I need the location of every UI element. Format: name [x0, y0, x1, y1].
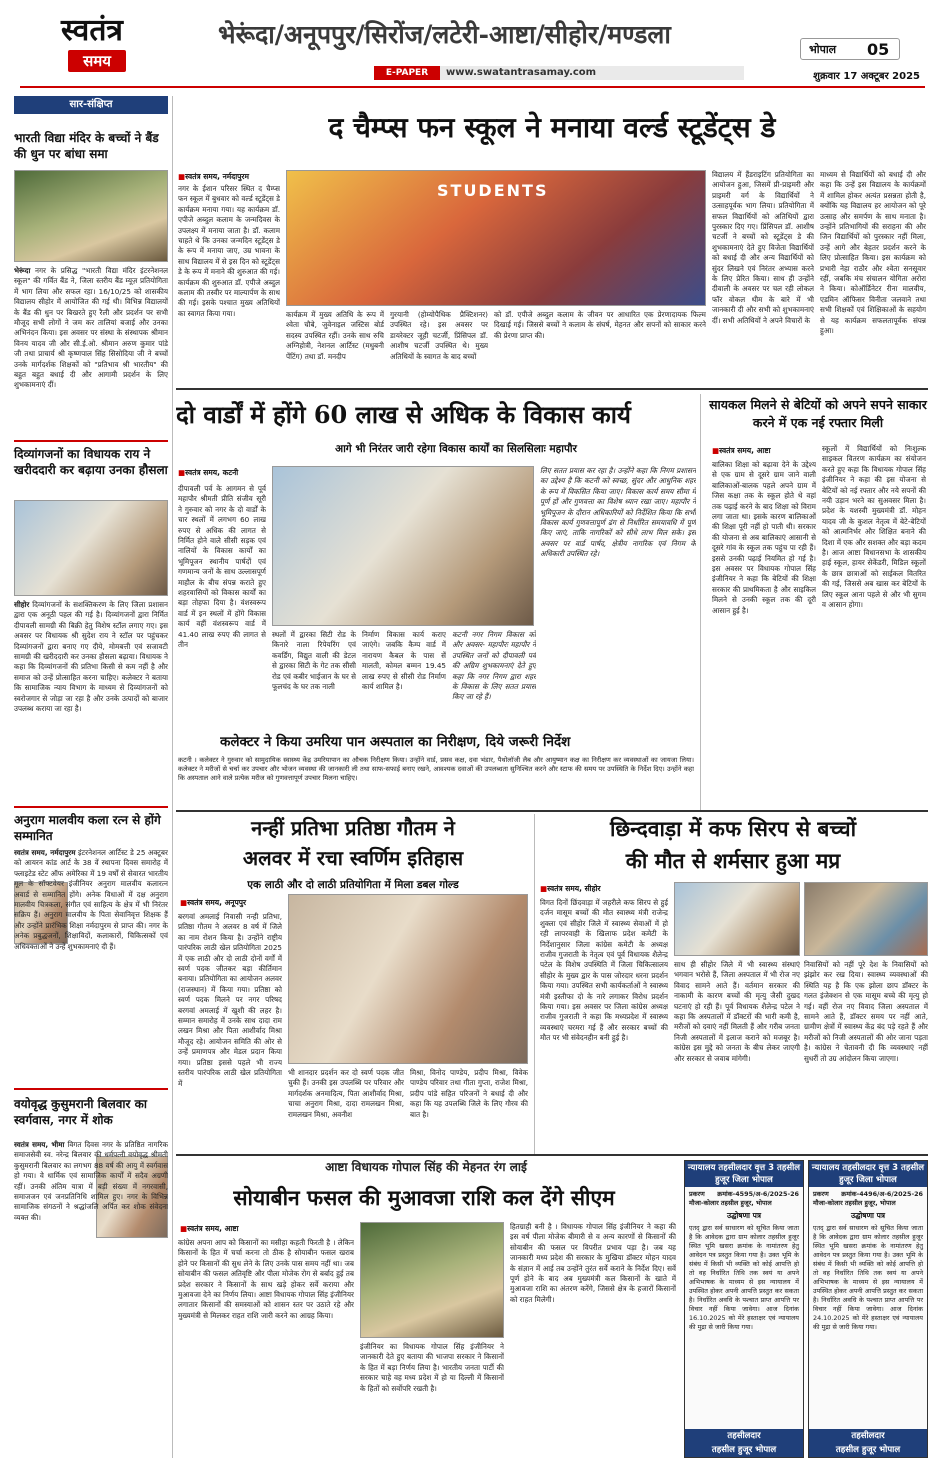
- sidebar-story2-place: सीहोर: [14, 600, 30, 609]
- sidebar-story1-title[interactable]: भारती विद्या मंदिर के बच्चों ने बैंड की धुन पर बांधा समा: [14, 131, 159, 161]
- story2-caption: कटनी नगर निगम विकास को और अवसर- महापौरः महापौर ने उपस्थित जनों को दीपावली पर्व की अग्रिम शुभकामनाएं देते हुए कहा कि नगर निगम द्वारा शहर के विकास के लिए सतत प्रयास किए जा रहे हैं।: [452, 630, 536, 702]
- sidebar-story3-place: स्वतंत्र समय, नर्मदापुरम: [14, 848, 76, 857]
- sidebar-divider-2: [14, 806, 168, 808]
- masthead-rule: [20, 86, 925, 88]
- sidebar-story4-place: स्वतंत्र समय, भीमा: [14, 1140, 65, 1149]
- sidebar-divider: [14, 440, 168, 442]
- lower-rule: [176, 1154, 928, 1156]
- top-story-col1: नगर के ईशान परिसर स्थित द चैम्प्स फन स्कूल में बुधवार को वर्ल्ड स्टूडेंट्स डे कार्यक्रम मनाया गया। यह कार्यक्रम डॉ. एपीजे अब्दुल कलाम के जन्मदिवस के उपलक्ष्य में मनाया जाता है। डॉ. कलाम चाहते थे कि उनका जन्मदिन स्टूडेंट्स डे के रूप में मनाया जाए, उम्र भावना के साथ विद्यालय में से इस दिन को स्टूडेंट्स डे के रूप में मनाने की शुरुआत की गई। कार्यक्रम की शुरुआत डॉ. एपीजे अब्दुल कलाम की तस्वीर पर माल्यार्पण के साथ की गई। इसके पश्चात मुख्य अतिथियों का स्वागत किया गया।: [178, 184, 280, 318]
- cycle-col1: बालिका शिक्षा को बढ़ावा देने के उद्देश्य से एक ग्राम से दूसरे ग्राम जाने वाली बालिकाओं-बालक पहले अपने ग्राम में जिस कक्षा तक के स्कूल होते थे वहां तक पढ़ाई करने के बाद शिक्षा को विराम लगा जाता था। इसके कारण बालिकाओं की शिक्षा पूरी नहीं हो पाती थी। सरकार की योजना से अब बालिकाएं आसानी से दूसरे गांव के स्कूल तक पहुंच पा रही हैं। इससे उनकी पढ़ाई नियमित हो गई है। इस अवसर पर विधायक गोपाल सिंह इंजीनियर ने कहा कि बेटियों की शिक्षा सरकार की प्राथमिकता है और साइकिल मिलने से उनकी स्कूल तक की दूरी आसान हुई है।: [712, 460, 816, 615]
- gautam-kicker: एक लाठी और दो लाठी प्रतियोगिता में मिला डबल गोल्ड: [247, 879, 459, 891]
- top-story-col6: माध्यम से विद्यार्थियों को बधाई दी और कहा कि उन्हें इस विद्यालय के कार्यक्रमों में शामिल होकर अत्यंत प्रसन्नता होती है, क्योंकि यह विद्यालय हर आयोजन को पूरे उत्साह और समर्पण के साथ मनाता है। उन्होंने प्रतिभागियों की सराहना की और जिन विद्यार्थियों को पुरस्कार नहीं मिला, उन्हें आगे और बेहतर प्रदर्शन करने के लिए प्रोत्साहित किया। इस कार्यक्रम को प्रभारी नेहा राठौर और श्वेता सनसूवार रहीं, जबकि मंच संचालन योगिता अरोरा ने किया। कोऑर्डिनेटर रीना मालवीय, एडमिन ऑफिसर विनीता जलवाने तथा सभी शिक्षकों एवं शिक्षिकाओं के सहयोग से यह कार्यक्रम सफलतापूर्वक संपन्न हुआ।: [820, 170, 926, 336]
- notice1-title: उद्घोषणा पत्र: [727, 1211, 761, 1220]
- soybean-headline[interactable]: सोयाबीन फसल की मुआवजा राशि कल देंगे सीएम: [233, 1185, 615, 1210]
- top-story-col2: कार्यक्रम में मुख्य अतिथि के रूप में श्वेता चौबे, जुवेनाइल जस्टिस बोर्ड सदस्य उपस्थित रहीं। उनके साथ रुचि अग्निहोत्री, नेशनल आर्टिस्ट (मधुबनी पेंटिंग) तथा डॉ. मनदीप: [286, 310, 384, 361]
- issue-date: शुक्रवार 17 अक्टूबर 2025: [813, 71, 920, 82]
- edition-cities: भेरूंदा/अनूपपुर/सिरोंज/लटेरी-आष्टा/सीहोर/मण्डला: [218, 20, 671, 49]
- sidebar-story1-place: भेरूंदा: [14, 266, 31, 275]
- logo-top: स्वतंत्र: [60, 13, 123, 48]
- sidebar-story3-title[interactable]: अनुराग मालवीय कला रत्न से होंगे सम्मानित: [14, 813, 161, 843]
- logo-bottom: समय: [68, 50, 126, 72]
- epaper-strip: [374, 66, 744, 80]
- soybean-col3: हितग्राही बनी है । विधायक गोपाल सिंह इंजीनियर ने कहा की इस वर्ष पीला मोजेक बीमारी से व अन्य कारणों से किसानों की सोयाबीन की फसल पर विपरीत प्रभाव पड़ा है। जब यह जानकारी मध्य प्रदेश की सरकार के मुखिया डॉक्टर मोहन यादव के संज्ञान में आई तब उन्होंने तुरंत सर्वे कराने के निर्देश दिए। सर्वे पूर्ण होने के बाद अब मुख्यमंत्री कल किसानों के खाते में मुआवजा राशि का अंतरण करेंगे, जिससे क्षेत्र के हजारों किसानों को राहत मिलेगी।: [510, 1222, 676, 1304]
- sidebar-story2-title[interactable]: दिव्यांगजनों का विधायक राय ने खरीददारी कर बढ़ाया उनका हौसला: [14, 447, 168, 477]
- band-photo: [14, 170, 168, 262]
- sidebar: [14, 96, 168, 1458]
- cough-photo-1: [674, 882, 800, 956]
- story2-col4: लिए सतत प्रयास कर रहा है। उन्होंने कहा कि निगम प्रशासन का उद्देश्य है कि कटनी को स्वच्छ, सुंदर और आधुनिक शहर के रूप में विकसित किया जाए। विकास कार्य समय सीमा में पूर्ण हों और गुणवत्ता का विशेष ध्यान रखा जाए। महापौर ने भूमिपूजन के दौरान अधिकारियों को निर्देशित किया कि सभी विकास कार्य गुणवत्तापूर्ण ढंग से निर्धारित समयावधि में पूर्ण किए जाएं, ताकि नागरिकों को सीधे लाभ मिल सके। इस अवसर पर वार्ड पार्षद, क्षेत्रीय नागरिक एवं निगम के अधिकारी उपस्थित रहे।: [540, 466, 696, 559]
- gautam-col3: मिश्रा, विनोद पाण्डेय, प्रदीप मिश्रा, विवेक पाण्डेय परिवार तथा गीता गुप्ता, राजेश मिश्रा, प्रदीप पांडे सहित परिजनों ने बधाई दी और कहा कि यह उपलब्धि जिले के लिए गौरव की बात है।: [410, 1068, 528, 1119]
- sidebar-story4-title[interactable]: वयोवृद्ध कुसुमरानी बिलवार का स्वर्गवास, नगर में शोक: [14, 1097, 147, 1127]
- notice1-ref: प्रकरण क्रमांक-4595/अ-6/2025-26 मौजा-कोलार तहसील हुजूर, भोपाल: [689, 1190, 799, 1207]
- epaper-label: E-PAPER: [374, 66, 440, 80]
- city-label: भोपाल: [809, 43, 837, 56]
- soybean-col1: कांग्रेस अपना आप को किसानों का मसीहा कहती फिरती है । लेकिन किसानों के हित में चर्चा करना तो ठीक है सोयाबीन फसल खराब होने पर किसानों की सुध लेने के लिए उनके पास समय नहीं था। जब सोयाबीन की फसल अतिवृष्टि और पीला मोजेक रोग से बर्बाद हुई तब प्रदेश सरकार ने किसानों के साथ खड़े होकर सर्वे कराया और मुआवजा देने का निर्णय लिया। आष्टा विधायक गोपाल सिंह इंजीनियर लगातार किसानों की समस्याओं को शासन स्तर पर उठाते रहे और मुख्यमंत्री से मिलकर राहत राशि जारी करने का आग्रह किया।: [178, 1238, 354, 1320]
- notice2-sign-2: तहसील हुजूर भोपाल: [809, 1443, 927, 1457]
- story2-byline: ■ स्वतंत्र समय, कटनी: [178, 468, 288, 478]
- notice2-title: उद्घोषणा पत्र: [851, 1211, 885, 1220]
- legal-notice-1: [684, 1160, 804, 1458]
- notice1-sign-1: तहसीलदार: [685, 1429, 803, 1443]
- soybean-photo: [360, 1222, 504, 1338]
- story2-col2: स्थलों में द्वारका सिटी रोड के किनारे नाला रिपेयरिंग एवं कवर्डिंग, विद्युत वाली की डेटल से द्वारका सिटी के गेट तक सीसी रोड एवं कबीर भाईजान के घर से फूलचंद के घर तक नाली: [272, 630, 356, 692]
- soybean-kicker: आष्टा विधायक गोपाल सिंह की मेहनत रंग लाई: [325, 1160, 527, 1174]
- sidebar-story1-text: नगर के प्रसिद्ध "भारती विद्या मंदिर इंटरनेशनल स्कूल" की गर्वित बैंड ने, जिला स्तरीय बैंड म्यूज़ प्रतियोगिता में भाग लिया और सफल रहा। 16/10/25 को शासकीय विद्यालय सीहोर में आयोजित की गई थी। विभिन्न विद्यालयों के बैंड की धुन पर बिखरते हुए रैली और प्रदर्शन पर सभी मौजूद सभी लोगों ने जम कर तालियां बजाई और उनका अभिनंदन किया। इस अवसर पर संस्था के संस्थापक श्रीमान विनय यादव जी और सी.ई.ओ. श्रीमान अरुण कुमार पांडे जी तथा प्राचार्य श्री कृष्णपाल सिंह सिसोदिया जी ने बच्चों उनके मार्गदर्शक शिक्षकों को "प्रतिभाव श्री भारतीय" की बहुत बहुत बधाई दी और आगामी प्रदर्शन के लिए शुभकामनाएं दीं।: [14, 266, 168, 390]
- top-story-photo: [286, 170, 706, 306]
- sidebar-tag: सार-संक्षिप्त: [14, 96, 168, 114]
- notice1-court: न्यायालय तहसीलदार वृत्त 3 तहसील हुजूर जिला भोपाल: [685, 1161, 803, 1187]
- cough-headline-2[interactable]: की मौत से शर्मसार हुआ मप्र: [625, 848, 841, 873]
- sidebar-divider-3: [14, 1088, 168, 1090]
- notice1-sign-2: तहसील हुजूर भोपाल: [685, 1443, 803, 1457]
- sidebar-story4-body: [14, 1140, 168, 1458]
- story2-kicker: आगे भी निरंतर जारी रहेगा विकास कार्यों का सिलसिलाः महापौर: [335, 443, 577, 455]
- top-story-col3: गुरयानी (होम्योपैथिक प्रैक्टिशनर) उपस्थित रहे। इस अवसर पर डायरेक्टर जूही चटर्जी, प्रिंसिपल डॉ. आशीष चटर्जी उपस्थित थे। मुख्य अतिथियों के स्वागत के बाद बच्चों: [390, 310, 488, 361]
- notice2-body: एतद् द्वारा सर्व साधारण को सूचित किया जाता है कि आवेदक द्वारा ग्राम कोलार तहसील हुजूर स्थित भूमि खसरा क्रमांक के नामांतरण हेतु आवेदन पत्र प्रस्तुत किया गया है। उक्त भूमि के संबंध में किसी भी व्यक्ति को कोई आपत्ति हो तो वह निर्धारित तिथि तक स्वयं या अपने अभिभाषक के माध्यम से इस न्यायालय में उपस्थित होकर अपनी आपत्ति प्रस्तुत कर सकता है। निर्धारित अवधि के पश्चात प्राप्त आपत्ति पर विचार नहीं किया जावेगा। आज दिनांक 24.10.2025 को मेरे हस्ताक्षर एवं न्यायालय की मुद्रा से जारी किया गया।: [813, 1224, 923, 1331]
- students-banner: STUDENTS: [437, 181, 549, 200]
- story2-col3: निर्माण विकास कार्य कराए जाएंगे। जबकि कैम्प वार्ड में नारायण कैबल के पास सें मालती, कोमल बम्मन 19.45 लाख रुपए से सीसी रोड निर्माण कार्य शामिल है।: [362, 630, 446, 692]
- rural-headline[interactable]: कलेक्टर ने किया उमरिया पान अस्पताल का निरीक्षण, दिये जरूरी निर्देश: [220, 734, 571, 750]
- rural-body: कटनी । कलेक्टर ने गुरुवार को सामुदायिक स्वास्थ्य केंद्र उमरियापान का औचक निरीक्षण किया। उन्होंने वार्ड, प्रसव कक्ष, दवा भंडार, पैथोलॉजी लैब और आयुष्मान कक्ष का निरीक्षण कर व्यवस्थाओं का जायजा लिया। कलेक्टर ने मरीजों से चर्चा कर उपचार और भोजन व्यवस्था की जानकारी ली तथा साफ-सफाई बनाए रखने, आवश्यक दवाओं की उपलब्धता सुनिश्चित करने और स्टाफ की समय पर उपस्थिति के निर्देश दिए। उन्होंने कहा कि अस्पताल आने वाले प्रत्येक मरीज को गुणवत्तापूर्ण उपचार मिलना चाहिए।: [178, 756, 694, 782]
- notice1-body: एतद् द्वारा सर्व साधारण को सूचित किया जाता है कि आवेदक द्वारा ग्राम कोलार तहसील हुजूर स्थित भूमि खसरा क्रमांक के नामांतरण हेतु आवेदन पत्र प्रस्तुत किया गया है। उक्त भूमि के संबंध में किसी भी व्यक्ति को कोई आपत्ति हो तो वह निर्धारित तिथि तक स्वयं या अपने अभिभाषक के माध्यम से इस न्यायालय में उपस्थित होकर अपनी आपत्ति प्रस्तुत कर सकता है। निर्धारित अवधि के पश्चात प्राप्त आपत्ति पर विचार नहीं किया जावेगा। आज दिनांक 16.10.2025 को मेरे हस्ताक्षर एवं न्यायालय की मुद्रा से जारी किया गया।: [689, 1224, 799, 1331]
- gautam-col2: भी शानदार प्रदर्शन कर दो स्वर्ण पदक जीत चुकी हैं। उनकी इस उपलब्धि पर परिवार और मार्गदर्शक अनमादित्य, पिता आशीर्वाद मिश्रा, चाचा अनुराग मिश्रा, दादा रामलखन मिश्रा, रामलखन मिश्रा, अवनीश: [288, 1068, 404, 1119]
- soybean-col2: इंजीनियर का विधायक गोपाल सिंह इंजीनियर ने जानकारी देते हुए बताया की भाजपा सरकार ने किसानों के हित में बड़ा निर्णय लिया है। भारतीय जनता पार्टी की सरकार चाहे वह मध्य प्रदेश में हो या दिल्ली में किसानों के हितों को सर्वोपरि रखती है।: [360, 1342, 504, 1393]
- sidebar-story2-text: दिव्यांगजनों के सशक्तिकरण के लिए जिला प्रशासन द्वारा एक अनूठी पहल की गई है। दिव्यांगजनों द्वारा निर्मित दीपावली सामग्री की बिक्री हेतु विशेष स्टॉल लगाए गए। इस अवसर पर विधायक श्री सुदेश राय ने स्टॉल पर पहुंचकर दिव्यांगजनों द्वारा बनाए गए दीये, मोमबत्ती एवं सजावटी सामग्री की खरीददारी कर उनका हौसला बढ़ाया। विधायक ने कहा कि दिव्यांगजनों की प्रतिभा किसी से कम नहीं है और समाज को उन्हें प्रोत्साहित करना चाहिए। कलेक्टर ने बताया कि सामाजिक न्याय विभाग के माध्यम से दिव्यांगजनों को स्वरोजगार से जोड़ा जा रहा है और उनके उत्पादों को बाजार उपलब्ध कराया जा रहा है।: [14, 600, 168, 714]
- top-story-headline[interactable]: द चैम्प्स फन स्कूल ने मनाया वर्ल्ड स्टूडेंट्स डे: [328, 111, 776, 144]
- cough-photo-2: [804, 882, 928, 956]
- soybean-byline: ■ स्वतंत्र समय, आष्टा: [180, 1224, 290, 1234]
- cough-byline: ■ स्वतंत्र समय, सीहोर: [540, 884, 660, 894]
- gautam-byline: ■ स्वतंत्र समय, अनूपपुर: [180, 898, 300, 908]
- top-story-col4: को डॉ. एपीजे अब्दुल कलाम के जीवन पर आधारित एक प्रेरणादायक फिल्म दिखाई गई। जिससे बच्चों ने कलाम के संघर्ष, मेहनत और सपनों को साकार करने की प्रेरणा प्राप्त की।: [494, 310, 706, 340]
- cycle-col2: स्कूलों में विद्यार्थियों को निःशुल्क साइकल वितरण कार्यक्रम का संयोजन करते हुए कहा कि विधायक गोपाल सिंह इंजीनियर ने कहा की इस योजना से बेटियों को नई रफ्तार और नये सपनों की नयी उड़ान भरने का सुअवसर मिला है। प्रदेश के यशस्वी मुख्यमंत्री डॉ. मोहन यादव जी के कुशल नेतृत्व में बेटे-बेटियों को आत्मनिर्भर और शिक्षित बनाने की दिशा में एक और सशक्त और बड़ा कदम है। आज आष्टा विधानसभा के शासकीय हाई स्कूल, हायर सेकेंडरी, मिडिल स्कूलों के छात्र छात्राओं को साईकल वितरित की गई, जिससे अब खास कर बेटियों के लिए स्कूल आना पहले से और भी सुगम व आसान होगा।: [822, 444, 926, 610]
- notice2-ref: प्रकरण क्रमांक-4496/अ-6/2025-26 मौजा-कोलार तहसील हुजूर, भोपाल: [813, 1190, 923, 1207]
- story2-headline[interactable]: दो वार्डों में होंगे 60 लाख से अधिक के विकास कार्य: [176, 400, 631, 429]
- gautam-col1: बरगवां अमलाई निवासी नन्ही प्रतिभा, प्रतिष्ठा गौतम ने अलवर 8 वर्ष में जिले का नाम रोशन किया है। उन्होंने राष्ट्रीय पारंपरिक लाठी खेल प्रतियोगिता 2025 में एक लाठी और दो लाठी दोनों वर्गों में स्वर्ण पदक जीतकर बड़ा कीर्तिमान बनाया। प्रतियोगिता का आयोजन अलवर (राजस्थान) में किया गया। प्रतिष्ठा को स्वर्ण पदक मिलने पर नगर परिषद बरगवां अमलाई में खुशी की लहर है। सम्मान समारोह में उनके साथ दादा राम लखन मिश्रा और पिता आशीर्वाद मिश्रा मौजूद रहे। आयोजन समिति की ओर से उन्हें प्रमाणपत्र और मेडल प्रदान किया गया। प्रतिष्ठा इससे पहले भी राज्य स्तरीय पारंपरिक लाठी खेल प्रतियोगिता में: [178, 912, 282, 1088]
- page-box: [800, 38, 900, 60]
- logo[interactable]: [28, 14, 156, 76]
- gautam-headline-2[interactable]: अलवर में रचा स्वर्णिम इतिहास: [242, 846, 464, 870]
- story2-rule: [700, 394, 701, 810]
- divyang-photo: [14, 500, 168, 596]
- legal-notice-2: [808, 1160, 928, 1458]
- top-story-col5: विद्यालय में हैंडराइटिंग प्रतियोगिता का आयोजन हुआ, जिसमें प्री-प्राइमरी और प्राइमरी वर्ग के विद्यार्थियों ने उत्साहपूर्वक भाग लिया। प्रतियोगिता में सफल विद्यार्थियों को अतिथियों द्वारा पुरस्कार दिए गए। प्रिंसिपल डॉ. आशीष चटर्जी ने बच्चों को स्टूडेंट्स डे की शुभकामनाएं देते हुए विजेता विद्यार्थियों को बधाई दी और अन्य विद्यार्थियों को सुंदर लिखने एवं निरंतर अभ्यास करने के लिए प्रेरित किया। साथ ही उन्होंने दीवाली के अवसर पर चल रही लोकल फॉर वोकल थीम के बारे में भी जानकारी दी और सभी को शुभकामनाएं दीं। सभी अतिथियों ने अपने विचारों के: [712, 170, 814, 325]
- masthead: [0, 0, 945, 92]
- cough-col2: साथ ही सीहोर जिले में भी स्वास्थ्य संस्थाएं भगवान भरोसे हैं, जिला अस्पताल में भी रोज नए विवाद सामने आते हैं। वर्तमान सरकार की नाकामी के कारण बच्चों की मृत्यु जैसी दुखद घटनाएं हो रही हैं। पूर्व विधायक शैलेन्द्र पटेल ने कहा कि अस्पतालों में डॉक्टरों की भारी कमी है, मरीजों को दवाएं नहीं मिलती हैं और गरीब जनता निजी अस्पतालों में इलाज कराने को मजबूर है। कांग्रेस इस मुद्दे को जनता के बीच लेकर जाएगी और सरकार से जवाब मांगेगी।: [674, 960, 800, 1063]
- cycle-byline: ■ स्वतंत्र समय, आष्टा: [712, 446, 812, 456]
- notice2-sign-1: तहसीलदार: [809, 1429, 927, 1443]
- top-story-rule: [176, 388, 928, 390]
- cough-col3: निवासियों को नहीं पूरे देश के निवासियों को झंझोर कर रख दिया। स्वास्थ्य व्यवस्थाओं की स्थिति यह है कि एक झोला छाप डॉक्टर के गलत इंजेक्शन से एक मासूम बच्चे की मृत्यु हो गई। वहीं रोज नए विवाद जिला अस्पताल में सामने आते हैं, डॉक्टर समय पर नहीं आते, ग्रामीण क्षेत्रों में स्वास्थ्य केंद्र बंद पड़े रहते हैं और मरीजों को निजी अस्पतालों की ओर जाना पड़ता है। कांग्रेस ने चेतावनी दी कि व्यवस्थाएं नहीं सुधरीं तो उग्र आंदोलन किया जाएगा।: [804, 960, 928, 1063]
- page-number: 05: [867, 40, 890, 59]
- website-link[interactable]: www.swatantrasamay.com: [446, 67, 597, 78]
- sidebar-story4-text: विगत दिवस नगर के प्रतिष्ठित नागरिक समाजसेवी स्व. नरेन्द्र बिलवार की धर्मपत्नी वयोवृद्ध श्रीमती कुसुमरानी बिलवार का लगभग 88 वर्ष की आयु में स्वर्गवास हो गया। वे धार्मिक एवं सामाजिक कार्यों में सदैव अग्रणी रहीं। उनकी अंतिम यात्रा में बड़ी संख्या में नगरवासी, समाजजन एवं जनप्रतिनिधि शामिल हुए। नगर के विभिन्न सामाजिक संगठनों ने श्रद्धांजलि अर्पित कर शोक संवेदना व्यक्त की।: [14, 1140, 168, 1222]
- mid-rule: [176, 810, 928, 812]
- story2-col1: दीपावली पर्व के आगमन से पूर्व महापौर श्रीमती प्रीति संजीव सूरी ने गुरुवार को नगर के दो वार्डों के चार स्थलों में लगभग 60 लाख रुपए से अधिक की लागत से निर्मित होने वाले सीसी सड़क एवं नालियों के विकास कार्यों का भूमिपूजन स्थानीय पार्षदों एवं गणमान्य जनों के साथ उल्लासपूर्ण माहौल के बीच संपन्न कराते हुए शहरवासियों को विकास कार्यों का बड़ा तोहफा दिया है। वंशस्वरूप वार्ड में इन स्थलों में होंगे विकास कार्य वहीं वंशस्वरूप वार्ड में 41.40 लाख रुपए की लागत से तीन: [178, 484, 266, 650]
- cough-col1: विगत दिनों छिंदवाड़ा में जहरीले कफ सिरप से हुई दर्जन मासूम बच्चों की मौत स्वास्थ्य मंत्री राजेन्द्र शुक्ला एवं सीहोर जिले में स्वास्थ्य सेवाओं में हो रही लापरवाही के खिलाफ प्रदेश कमेटी के निर्देशानुसार जिला कांग्रेस कमेटी के अध्यक्ष राजीव गुजराती के नेतृत्व एवं पूर्व विधायक शैलेन्द्र पटेल के विशेष उपस्थिति में जिला चिकित्सालय सीहोर के मुख्य द्वार के पास जोरदार धरना प्रदर्शन किया गया। उपस्थित सभी कार्यकर्ताओं ने स्वास्थ्य मंत्री इस्तीफा दो के नारे लगाकर विरोध प्रदर्शन किया गया। इस अवसर पर जिला कांग्रेस अध्यक्ष राजीव गुजराती ने कहा कि मध्यप्रदेश में स्वास्थ्य व्यवस्थाएं चरमरा गई हैं और सरकार बच्चों की मौत पर भी संवेदनहीन बनी हुई है।: [540, 898, 668, 1043]
- gautam-headline-1[interactable]: नन्हीं प्रतिभा प्रतिष्ठा गौतम ने: [251, 816, 455, 840]
- cycle-headline[interactable]: सायकल मिलने से बेटियों को अपने सपने साकार करने में एक नई रफ्तार मिली: [709, 397, 927, 430]
- sidebar-rule: [172, 96, 173, 1458]
- gautam-rule: [534, 814, 535, 1154]
- cough-headline-1[interactable]: छिन्दवाड़ा में कफ सिरप से बच्चों: [609, 816, 857, 841]
- top-story-byline: ■ स्वतंत्र समय, नर्मदापुरम: [178, 172, 298, 182]
- notice2-court: न्यायालय तहसीलदार वृत्त 3 तहसील हुजूर जिला भोपाल: [809, 1161, 927, 1187]
- story2-photo: [272, 466, 534, 626]
- gautam-photo: [288, 894, 528, 1064]
- sidebar-story3-text: इंटरनेशनल आर्टिस्ट डे 25 अक्टूबर को आयरन कांड आर्ट के 38 वें स्थापना दिवस समारोह में फ्लाइटेड स्टेट ऑफ अमेरिका में 19 वर्षों से सेवारत भारतीय मूल के सॉफ्टवेयर इंजीनियर अनुराग मालवीय कलारत्न अवार्ड से सम्मानित होंगे। अनेक विधाओं में दक्ष अनुराग मालवीय चित्रकला, संगीत एवं साहित्य के क्षेत्र में भी निरंतर सक्रिय हैं। अनुराग मालवीय के पिता सेवानिवृत्त शिक्षक हैं और उन्होंने प्रारंभिक शिक्षा नर्मदापुरम से प्राप्त की। नगर के अनेक प्रबुद्धजनों, शिक्षाविदों, कलाकारों, चिकित्सकों एवं अधिवक्ताओं ने उन्हें शुभकामनाएं दी हैं।: [14, 848, 168, 951]
- sidebar-story3-body: [14, 848, 168, 1080]
